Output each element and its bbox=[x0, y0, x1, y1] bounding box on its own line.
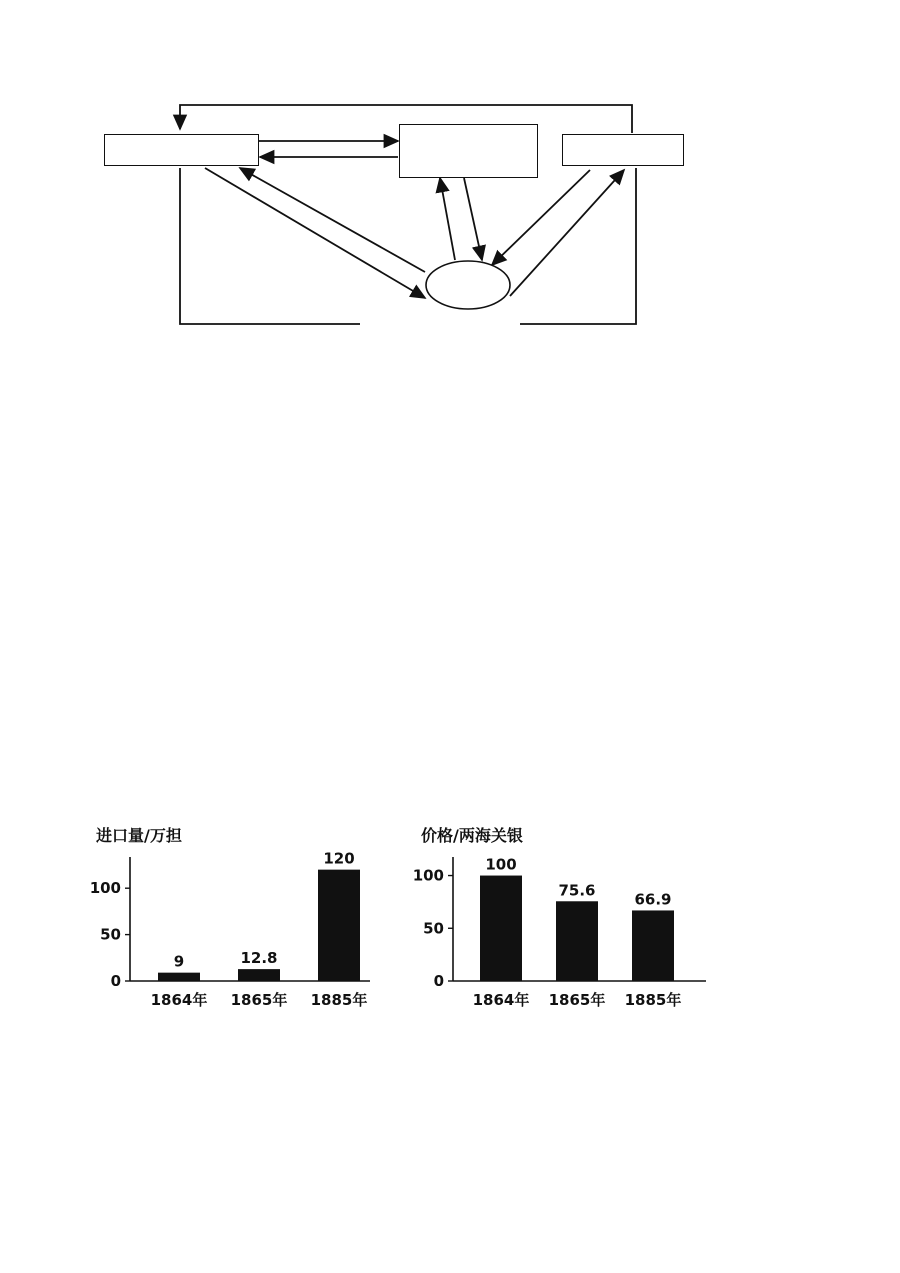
x-tick-label: 1865年 bbox=[548, 991, 606, 1009]
bar bbox=[556, 901, 598, 981]
bar-value-label: 9 bbox=[173, 952, 185, 971]
y-tick-label: 50 bbox=[100, 925, 121, 944]
charts-svg bbox=[0, 815, 900, 1015]
x-tick-label: 1864年 bbox=[150, 991, 208, 1009]
x-tick-label: 1865年 bbox=[230, 991, 288, 1009]
merchant-ellipse bbox=[426, 261, 510, 309]
bar-charts bbox=[0, 815, 900, 1015]
bar-value-label: 75.6 bbox=[558, 881, 596, 900]
bar bbox=[158, 973, 200, 981]
bar bbox=[480, 876, 522, 981]
bar bbox=[318, 870, 360, 981]
bar bbox=[238, 969, 280, 981]
x-tick-label: 1885年 bbox=[310, 991, 368, 1009]
bar-value-label: 66.9 bbox=[634, 890, 672, 909]
node-capital-government bbox=[562, 134, 684, 166]
y-tick-label: 50 bbox=[423, 919, 444, 938]
bar-value-label: 120 bbox=[323, 849, 355, 868]
x-tick-label: 1864年 bbox=[472, 991, 530, 1009]
bar-value-label: 100 bbox=[485, 855, 517, 874]
flow-diagram bbox=[0, 0, 900, 340]
y-tick-label: 100 bbox=[412, 866, 444, 885]
x-tick-label: 1885年 bbox=[624, 991, 682, 1009]
chart-title: 进口量/万担 bbox=[96, 826, 182, 845]
bar bbox=[632, 910, 674, 981]
y-tick-label: 0 bbox=[433, 972, 444, 990]
node-northwest-government bbox=[104, 134, 259, 166]
node-local-market bbox=[399, 124, 538, 178]
chart-title: 价格/两海关银 bbox=[421, 826, 523, 845]
bar-value-label: 12.8 bbox=[240, 949, 278, 968]
y-tick-label: 0 bbox=[110, 972, 121, 990]
y-tick-label: 100 bbox=[89, 879, 121, 898]
